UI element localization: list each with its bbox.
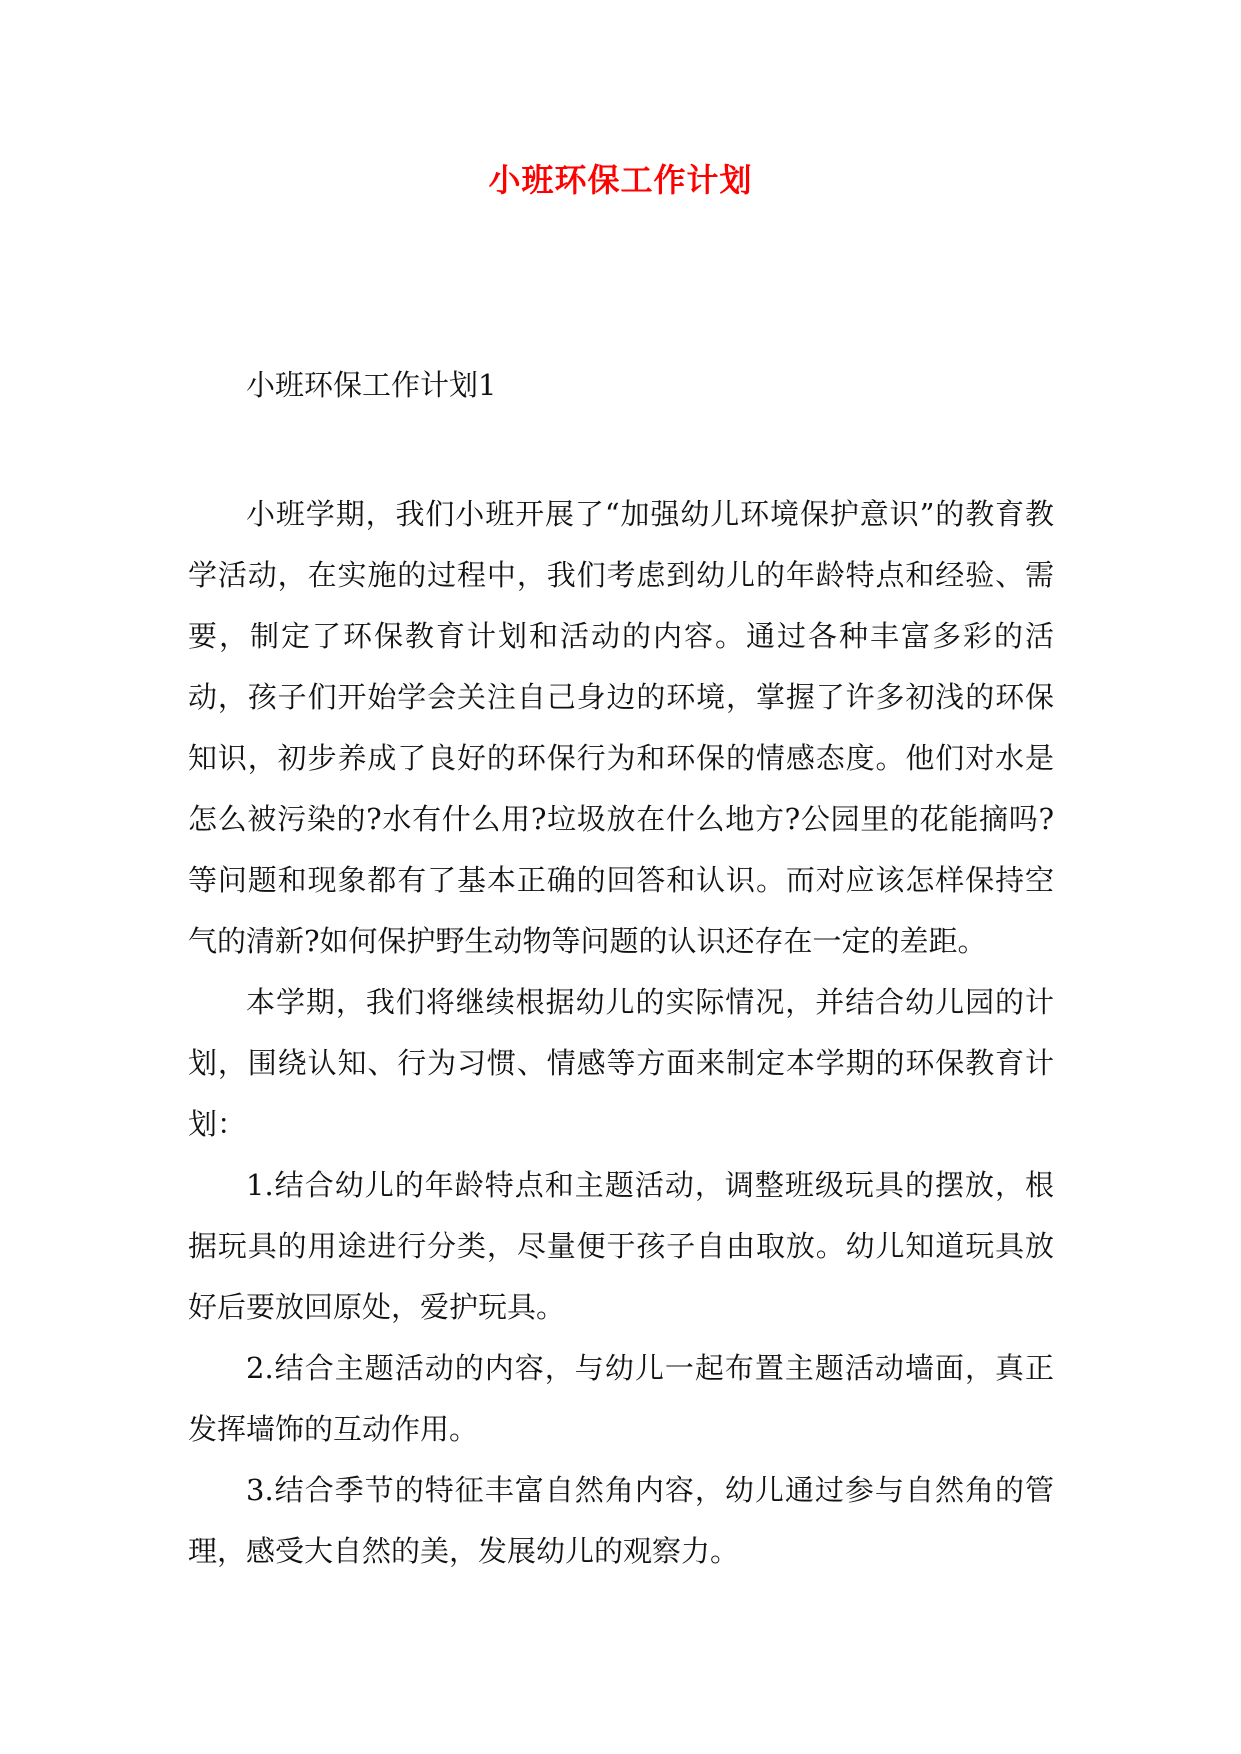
- paragraph: 3.结合季节的特征丰富自然角内容，幼儿通过参与自然角的管理，感受大自然的美，发展幼儿的观察力。: [188, 1473, 1054, 1568]
- document-title: 小班环保工作计划: [488, 161, 753, 199]
- paragraph: 本学期，我们将继续根据幼儿的实际情况，并结合幼儿园的计划，围绕认知、行为习惯、情感等方面来制定本学期的环保教育计划：: [188, 985, 1054, 1141]
- document-body: [188, 484, 1054, 1582]
- section-heading: 小班环保工作计划1: [246, 368, 497, 402]
- paragraph: 1.结合幼儿的年龄特点和主题活动，调整班级玩具的摆放，根据玩具的用途进行分类，尽量便于孩子自由取放。幼儿知道玩具放好后要放回原处，爱护玩具。: [188, 1168, 1054, 1324]
- paragraph: 小班学期，我们小班开展了“加强幼儿环境保护意识”的教育教学活动，在实施的过程中，我们考虑到幼儿的年龄特点和经验、需要，制定了环保教育计划和活动的内容。通过各种丰富多彩的活动，孩子们开始学会关注自己身边的环境，掌握了许多初浅的环保知识，初步养成了良好的环保行为和环保的情感态度。他们对水是怎么被污染的?水有什么用?垃圾放在什么地方?公园里的花能摘吗?等问题和现象都有了基本正确的回答和认识。而对应该怎样保持空气的清新?如何保护野生动物等问题的认识还存在一定的差距。: [188, 497, 1054, 958]
- paragraph: 2.结合主题活动的内容，与幼儿一起布置主题活动墙面，真正发挥墙饰的互动作用。: [188, 1351, 1054, 1446]
